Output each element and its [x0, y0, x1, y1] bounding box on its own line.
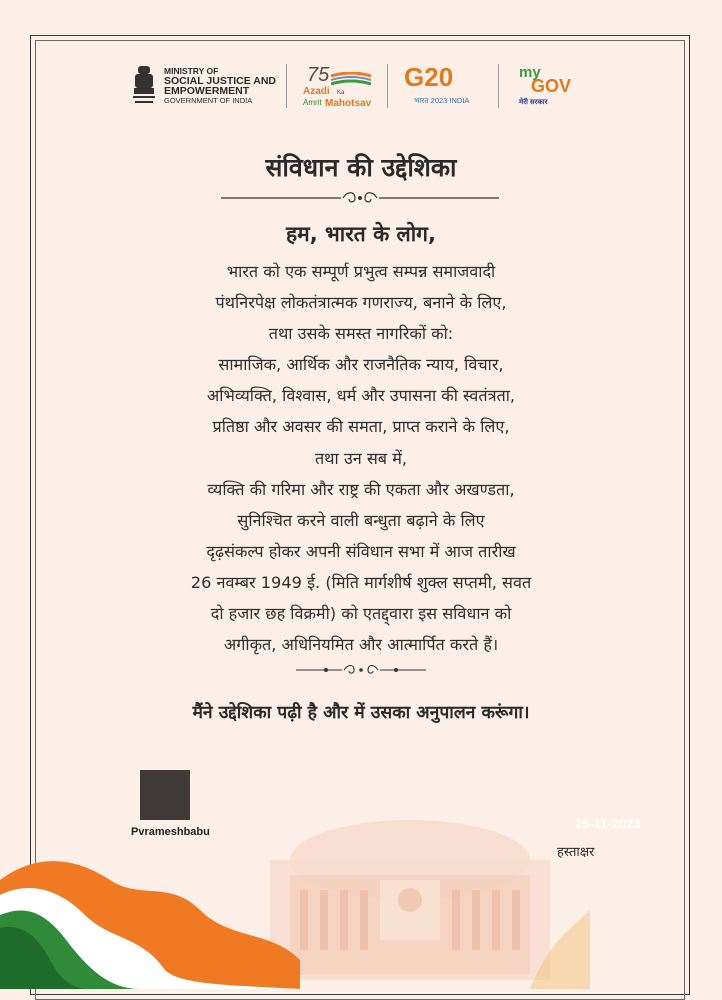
preamble-line: दृढ़संकल्प होकर अपनी संविधान सभा में आज तारीख — [206, 541, 516, 561]
mahotsav-word: Mahotsav — [325, 98, 372, 109]
preamble-line: 26 नवम्बर 1949 ई. (मिति मार्गशीर्ष शुक्ल सप्तमी, सवत — [190, 572, 532, 592]
preamble-line: प्रतिष्ठा और अवसर की समता, प्राप्त कराने के लिए, — [212, 417, 510, 437]
azadi-number: 75 — [307, 64, 330, 86]
logo-divider — [498, 64, 499, 108]
flag-stripes-icon — [331, 72, 371, 86]
logo-divider — [286, 64, 287, 108]
preamble-line: व्यक्ति की गरिमा और राष्ट्र की एकता और अखण्डता, — [207, 479, 515, 499]
preamble-opening: हम, भारत के लोग, — [286, 222, 436, 246]
signature-label: हस्ताक्षर — [557, 845, 595, 860]
ministry-line-2: SOCIAL JUSTICE AND — [164, 75, 277, 87]
user-photo — [140, 770, 190, 820]
signature-date: 25-11-2023 — [575, 816, 641, 831]
g20-subtitle: भारत 2023 INDIA — [414, 96, 470, 105]
preamble-line: तथा उसके समस्त नागरिकों को: — [268, 324, 454, 344]
title-ornament-divider — [221, 188, 499, 208]
mygov-gov: GOV — [531, 76, 572, 96]
preamble-line: भारत को एक सम्पूर्ण प्रभुत्व सम्पन्न समाजवादी — [226, 262, 496, 281]
amrit-word: Amrit — [303, 98, 322, 107]
document-title: संविधान की उद्देशिका — [265, 153, 457, 182]
logo-divider — [387, 64, 388, 108]
mygov-subtitle: मेरी सरकार — [519, 99, 548, 106]
closing-ornament-divider — [296, 660, 426, 680]
preamble-line: सुनिश्चित करने वाली बन्धुता बढ़ाने के लिए — [237, 510, 485, 530]
ka-word: Ka — [337, 90, 345, 96]
preamble-text — [0, 256, 722, 660]
g20-mark: G20 — [404, 62, 454, 92]
g20-logo — [398, 62, 488, 110]
logo-bar — [130, 60, 590, 112]
mygov-logo — [509, 62, 579, 110]
tricolour-flag-image — [0, 820, 300, 989]
mygov-my: my — [519, 64, 541, 81]
preamble-line: दो हजार छह विक्रमी) को एतद्द्वारा इस सविधान को — [210, 604, 512, 624]
ministry-line-4: GOVERNMENT OF INDIA — [164, 96, 253, 105]
ministry-line-3: EMPOWERMENT — [164, 85, 250, 97]
preamble-line: सामाजिक, आर्थिक और राजनैतिक न्याय, विचार, — [218, 355, 504, 375]
user-name: Pvrameshbabu — [131, 826, 210, 838]
ministry-logo — [130, 64, 276, 108]
ministry-line-1: MINISTRY OF — [164, 66, 219, 76]
preamble-line: तथा उन सब में, — [314, 448, 408, 468]
preamble-line: पंथनिरपेक्ष लोकतंत्रात्मक गणराज्य, बनाने के लिए, — [215, 293, 507, 313]
preamble-line: अगीकृत, अधिनियमित और आत्मार्पित करते हैं। — [223, 635, 499, 655]
azadi-word: Azadi — [303, 86, 330, 97]
pledge-statement: मैंने उद्देशिका पढ़ी है और में उसका अनुपालन करूंगा। — [192, 703, 530, 723]
national-emblem-icon — [130, 64, 158, 108]
azadi-ka-amrit-mahotsav-logo — [297, 62, 377, 110]
preamble-line: अभिव्यक्ति, विश्वास, धर्म और उपासना की स्वतंत्रता, — [206, 386, 516, 406]
